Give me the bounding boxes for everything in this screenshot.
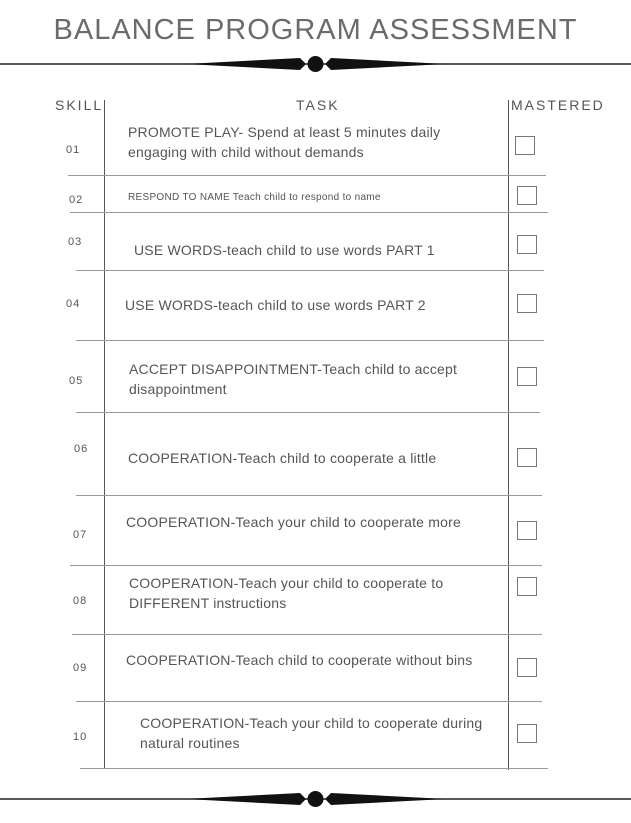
row-divider <box>80 768 548 769</box>
mastered-checkbox[interactable] <box>517 294 537 313</box>
skill-number: 04 <box>66 298 81 310</box>
task-text: COOPERATION-Teach child to cooperate a little <box>128 450 437 466</box>
mastered-checkbox[interactable] <box>515 136 535 155</box>
mastered-checkbox[interactable] <box>517 235 537 254</box>
skill-number: 03 <box>68 236 83 248</box>
mastered-checkbox[interactable] <box>517 724 537 743</box>
row-divider <box>76 701 542 702</box>
row-divider <box>70 212 548 213</box>
mastered-checkbox[interactable] <box>517 186 537 205</box>
row-divider <box>76 270 544 271</box>
mastered-checkbox[interactable] <box>517 658 537 677</box>
skill-number: 10 <box>73 731 88 743</box>
mastered-checkbox[interactable] <box>517 448 537 467</box>
top-ornament-divider <box>0 55 631 75</box>
bottom-ornament-divider <box>0 790 631 810</box>
row-divider <box>76 340 544 341</box>
skill-number: 06 <box>74 443 89 455</box>
page-title: BALANCE PROGRAM ASSESSMENT <box>53 14 578 46</box>
task-text: PROMOTE PLAY- Spend at least 5 minutes daily engaging with child without demands <box>128 124 441 160</box>
header-mastered: MASTERED <box>511 97 605 113</box>
task-text: ACCEPT DISAPPOINTMENT-Teach child to accept disappointment <box>129 361 458 397</box>
row-divider <box>68 175 546 176</box>
skill-number: 02 <box>69 194 84 206</box>
task-text: COOPERATION-Teach child to cooperate without bins <box>126 652 473 668</box>
mastered-column-line <box>508 100 509 770</box>
task-text: COOPERATION-Teach your child to cooperate during natural routines <box>140 715 483 751</box>
skill-number: 01 <box>66 144 81 156</box>
task-text: COOPERATION-Teach your child to cooperate more <box>126 514 461 530</box>
skill-number: 08 <box>73 595 88 607</box>
skill-column-line <box>104 100 105 768</box>
row-divider <box>76 495 542 496</box>
row-divider <box>70 565 542 566</box>
mastered-checkbox[interactable] <box>517 367 537 386</box>
skill-number: 09 <box>73 662 88 674</box>
row-divider <box>72 634 542 635</box>
row-divider <box>76 412 540 413</box>
mastered-checkbox[interactable] <box>517 577 537 596</box>
task-text: USE WORDS-teach child to use words PART 1 <box>134 242 435 258</box>
mastered-checkbox[interactable] <box>517 521 537 540</box>
skill-number: 05 <box>69 375 84 387</box>
skill-number: 07 <box>73 529 88 541</box>
header-skill: SKILL <box>55 97 104 113</box>
task-text: COOPERATION-Teach your child to cooperate to DIFFERENT instructions <box>129 575 444 611</box>
header-task: TASK <box>296 97 340 113</box>
task-text: USE WORDS-teach child to use words PART 2 <box>125 297 426 313</box>
task-text: RESPOND TO NAME Teach child to respond to name <box>128 192 381 203</box>
